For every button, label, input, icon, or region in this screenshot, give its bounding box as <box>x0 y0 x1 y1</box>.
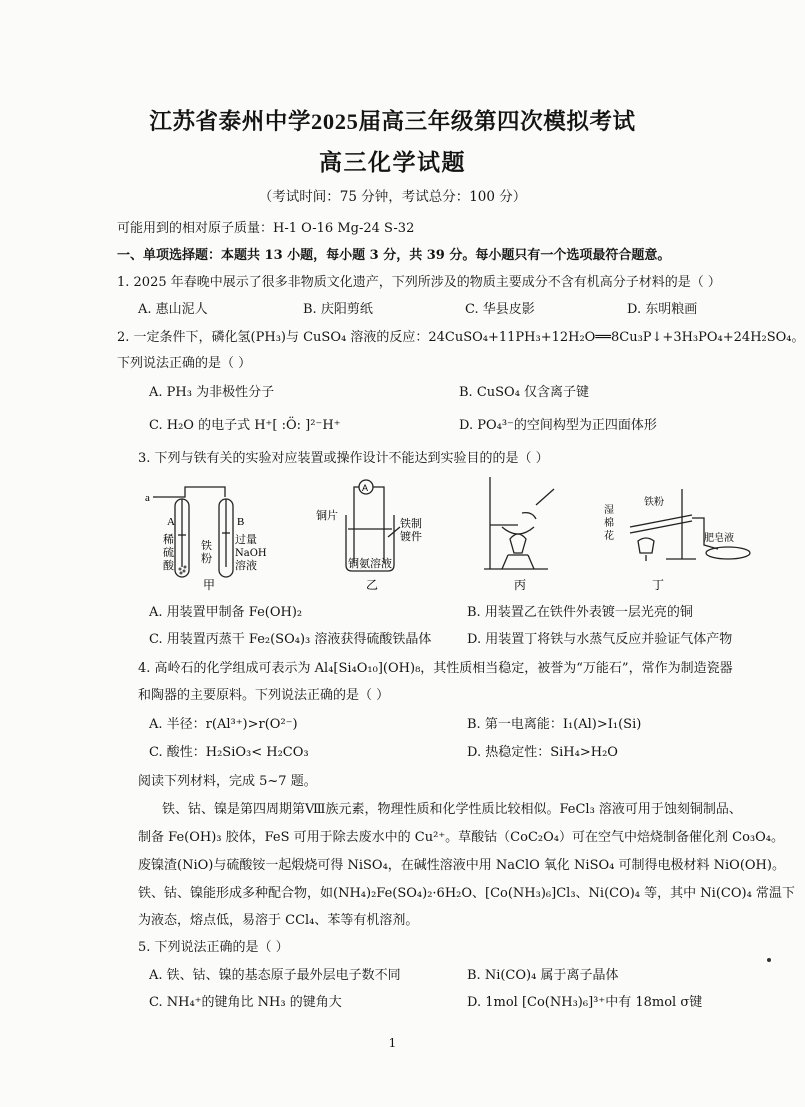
exam-info: （考试时间：75 分钟，考试总分：100 分） <box>258 189 527 205</box>
apparatus-jia-drawing <box>145 475 267 593</box>
q5-option-c: C. NH₄⁺的键角比 NH₃ 的键角大 <box>149 995 342 1010</box>
jia-label-dilute-1: 稀 <box>163 533 174 546</box>
reading-line-4: 铁、钴、镍能形成多种配合物，如(NH₄)₂Fe(SO₄)₂·6H₂O、[Co(NH₃)₆]Cl₃、Ni(CO)₄ 等，其中 Ni(CO)₄ 常温下 <box>138 886 795 901</box>
reading-line-1: 铁、钴、镍是第四周期第Ⅷ族元素，物理性质和化学性质比较相似。FeCl₃ 溶液可用于蚀刻铜制品、 <box>162 802 742 817</box>
q2-option-d: D. PO₄³⁻的空间构型为正四面体形 <box>459 418 657 433</box>
q4-option-c: C. 酸性：H₂SiO₃< H₂CO₃ <box>149 745 309 760</box>
apparatus-yi-drawing <box>312 475 432 593</box>
yi-label-solution: 铜氨溶液 <box>348 557 392 570</box>
jia-caption: 甲 <box>203 578 216 592</box>
reading-intro: 阅读下列材料，完成 5~7 题。 <box>138 774 317 789</box>
q3-option-c: C. 用装置丙蒸干 Fe₂(SO₄)₃ 溶液获得硫酸铁晶体 <box>149 632 432 647</box>
apparatus-ding-drawing <box>600 475 755 593</box>
yi-ammeter-label: A <box>362 483 369 493</box>
jia-label-excess: 过量 <box>235 533 257 546</box>
jia-label-A: A <box>167 516 175 528</box>
apparatus-bing <box>478 475 568 593</box>
exam-subtitle: 高三化学试题 <box>319 150 466 176</box>
jia-label-B: B <box>237 516 245 528</box>
jia-label-dilute-2: 硫 <box>163 546 174 559</box>
question-2-stem: 2. 一定条件下，磷化氢(PH₃)与 CuSO₄ 溶液的反应：24CuSO₄+11PH₃+12H₂O══8Cu₃P↓+3H₃PO₄+24H₂SO₄。 <box>117 330 805 345</box>
yi-label-iron-2: 镀件 <box>400 530 422 543</box>
apparatus-yi <box>312 475 432 593</box>
question-5-stem: 5. 下列说法正确的是（ ） <box>138 940 289 955</box>
q3-option-a: A. 用装置甲制备 Fe(OH)₂ <box>149 605 303 620</box>
q4-option-d: D. 热稳定性：SiH₄>H₂O <box>467 745 618 760</box>
jia-label-iron-1: 铁 <box>201 539 212 552</box>
jia-label-a: a <box>145 492 150 504</box>
scan-speck <box>767 958 771 962</box>
ding-caption: 丁 <box>652 578 665 592</box>
apparatus-ding <box>600 475 755 593</box>
question-2-stem-2: 下列说法正确的是（ ） <box>117 356 252 371</box>
reading-line-2: 制备 Fe(OH)₃ 胶体，FeS 可用于除去废水中的 Cu²⁺。草酸钴（CoC₂O₄）可在空气中焙烧制备催化剂 Co₃O₄。 <box>138 830 784 845</box>
q5-option-a: A. 铁、钴、镍的基态原子最外层电子数不同 <box>149 968 401 983</box>
bing-caption: 丙 <box>514 578 527 592</box>
q1-option-b: B. 庆阳剪纸 <box>303 302 373 317</box>
q3-option-d: D. 用装置丁将铁与水蒸气反应并验证气体产物 <box>467 632 733 647</box>
ding-label-wet-2: 棉 <box>604 518 614 529</box>
yi-caption: 乙 <box>366 578 379 592</box>
jia-label-dilute-3: 酸 <box>163 559 174 572</box>
question-4-stem: 4. 高岭石的化学组成可表示为 Al₄[Si₄O₁₀](OH)₈，其性质相当稳定，被誉为“万能石”，常作为制造瓷器 <box>138 661 733 676</box>
question-4-stem-2: 和陶器的主要原料。下列说法正确的是（ ） <box>138 688 390 703</box>
q5-option-d: D. 1mol [Co(NH₃)₆]³⁺中有 18mol σ键 <box>467 995 703 1010</box>
page-number: 1 <box>388 1036 397 1050</box>
yi-label-iron-1: 铁制 <box>400 517 422 530</box>
q2-option-c: C. H₂O 的电子式 H⁺[ :Ö: ]²⁻H⁺ <box>149 418 341 433</box>
ding-label-iron: 铁粉 <box>644 497 664 508</box>
jia-label-iron-2: 粉 <box>201 552 212 565</box>
q4-option-a: A. 半径：r(Al³⁺)>r(O²⁻) <box>149 717 298 732</box>
q1-option-c: C. 华县皮影 <box>465 302 535 317</box>
reading-line-5: 为液态，熔点低，易溶于 CCl₄、苯等有机溶剂。 <box>138 913 419 928</box>
jia-label-solution: 溶液 <box>235 559 257 572</box>
apparatus-bing-drawing <box>478 475 568 593</box>
yi-label-copper: 铜片 <box>316 509 338 522</box>
q5-option-b: B. Ni(CO)₄ 属于离子晶体 <box>467 968 619 983</box>
section-heading: 一、单项选择题：本题共 13 小题，每小题 3 分，共 39 分。每小题只有一个选项最符合题意。 <box>117 248 671 263</box>
ding-label-wet-1: 湿 <box>604 505 614 516</box>
q2-option-b: B. CuSO₄ 仅含离子键 <box>459 385 590 400</box>
ding-label-wet-3: 花 <box>604 531 614 542</box>
ding-label-soap: 肥皂液 <box>704 533 734 544</box>
atomic-masses: 可能用到的相对原子质量：H-1 O-16 Mg-24 S-32 <box>117 221 415 236</box>
exam-title: 江苏省泰州中学2025届高三年级第四次模拟考试 <box>149 109 636 134</box>
q3-option-b: B. 用装置乙在铁件外表镀一层光亮的铜 <box>467 605 693 620</box>
q1-option-a: A. 惠山泥人 <box>138 302 208 317</box>
jia-label-naoh: NaOH <box>235 548 267 559</box>
q2-option-a: A. PH₃ 为非极性分子 <box>149 385 275 400</box>
reading-line-3: 废镍渣(NiO)与硫酸铵一起煅烧可得 NiSO₄，在碱性溶液中用 NaClO 氧化 NiSO₄ 可制得电极材料 NiO(OH)。 <box>138 858 785 873</box>
question-1-stem: 1. 2025 年春晚中展示了很多非物质文化遗产，下列所涉及的物质主要成分不含有机高分子材料的是（ ） <box>117 275 721 290</box>
q4-option-b: B. 第一电离能：I₁(Al)>I₁(Si) <box>467 717 642 732</box>
question-3-stem: 3. 下列与铁有关的实验对应装置或操作设计不能达到实验目的的是（ ） <box>138 451 549 466</box>
apparatus-jia <box>145 475 267 593</box>
q1-option-d: D. 东明粮画 <box>627 302 698 317</box>
